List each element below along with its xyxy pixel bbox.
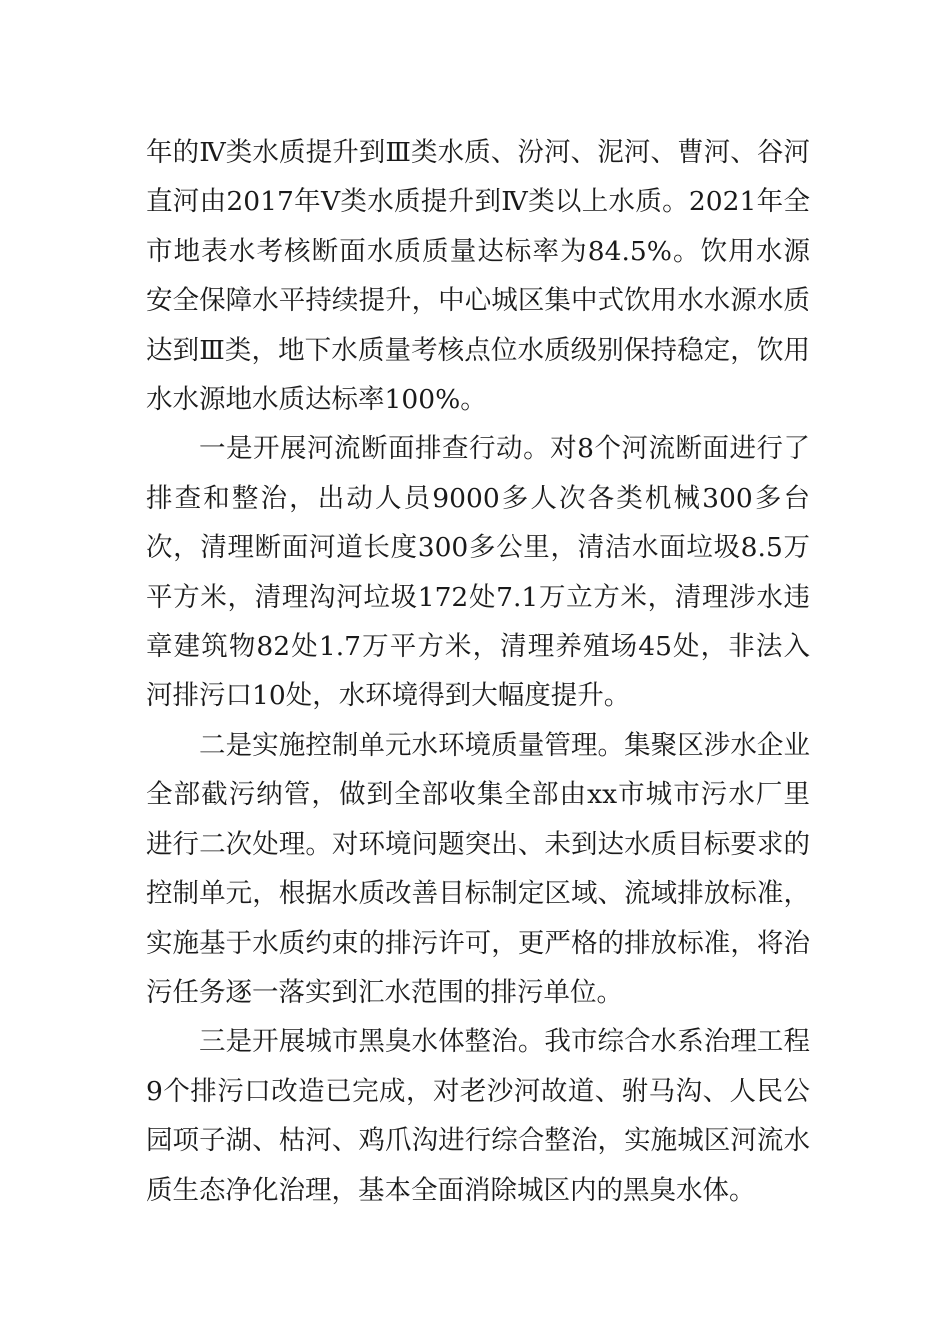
paragraph-control-unit-management: 二是实施控制单元水环境质量管理。集聚区涉水企业全部截污纳管，做到全部收集全部由xx市城市污水厂里进行二次处理。对环境问题突出、未到达水质目标要求的控制单元，根据水质改善目标制定区域、流域排放标准，实施基于水质约束的排污许可，更严格的排放标准，将治污任务逐一落实到汇水范围的排污单位。 <box>146 729 810 1008</box>
paragraph-water-quality-summary: 年的Ⅳ类水质提升到Ⅲ类水质、汾河、泥河、曹河、谷河直河由2017年Ⅴ类水质提升到Ⅳ类以上水质。2021年全市地表水考核断面水质质量达标率为84.5%。饮用水源安全保障水平持续提升，中心城区集中式饮用水水源水质达到Ⅲ类，地下水质量考核点位水质级别保持稳定，饮用水水源地水质达标率100%。 <box>146 137 810 416</box>
document-body <box>146 128 810 1215</box>
paragraph-black-odorous-water: 三是开展城市黑臭水体整治。我市综合水系治理工程9个排污口改造已完成，对老沙河故道、驸马沟、人民公园项子湖、枯河、鸡爪沟进行综合整治，实施城区河流水质生态净化治理，基本全面消除城区内的黑臭水体。 <box>146 1026 810 1206</box>
paragraph-river-section-inspection: 一是开展河流断面排查行动。对8个河流断面进行了排查和整治，出动人员9000多人次各类机械300多台次，清理断面河道长度300多公里，清洁水面垃圾8.5万平方米，清理沟河垃圾172处7.1万立方米，清理涉水违章建筑物82处1.7万平方米，清理养殖场45处，非法入河排污口10处，水环境得到大幅度提升。 <box>146 433 810 712</box>
